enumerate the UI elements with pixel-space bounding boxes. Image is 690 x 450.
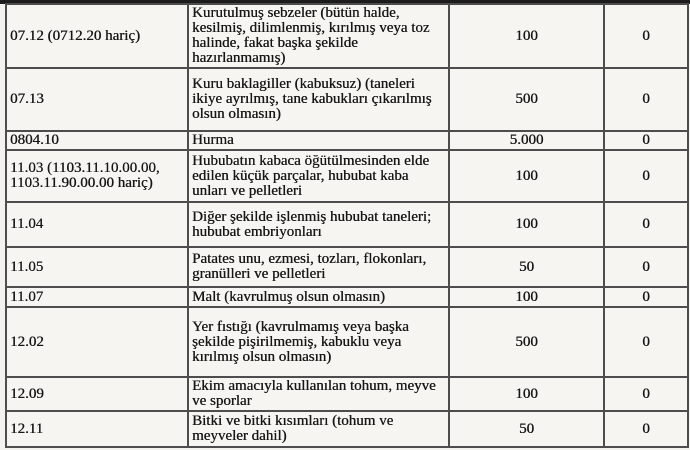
description-cell: Malt (kavrulmuş olsun olmasın): [188, 287, 449, 307]
duty-value-cell: 0: [604, 202, 688, 247]
quota-value-cell: 100: [449, 202, 604, 247]
description-cell: Yer fıstığı (kavrulmamış veya başka şekilde pişirilmemiş, kabuklu veya kırılmış olsun olmasın): [188, 307, 449, 377]
duty-value-cell: 0: [604, 131, 688, 150]
table-row: [6, 150, 688, 202]
tariff-table: [5, 3, 689, 448]
tariff-code-cell: 12.02: [6, 307, 188, 377]
description-cell: Bitki ve bitki kısımları (tohum ve meyveler dahil): [188, 411, 449, 447]
quota-value-cell: 50: [449, 411, 604, 447]
tariff-code-cell: 07.13: [6, 68, 188, 131]
duty-value-cell: 0: [604, 287, 688, 307]
quota-value-cell: 100: [449, 287, 604, 307]
quota-value-cell: 5.000: [449, 131, 604, 150]
duty-value-cell: 0: [604, 307, 688, 377]
table-row: [6, 131, 688, 150]
table-row: [6, 287, 688, 307]
duty-value-cell: 0: [604, 411, 688, 447]
table-row: [6, 4, 688, 68]
table-row: [6, 68, 688, 131]
description-cell: Hurma: [188, 131, 449, 150]
tariff-code-cell: 07.12 (0712.20 hariç): [6, 4, 188, 68]
tariff-code-cell: 11.03 (1103.11.10.00.00, 1103.11.90.00.00 hariç): [6, 150, 188, 202]
table-row: [6, 202, 688, 247]
description-cell: Ekim amacıyla kullanılan tohum, meyve ve sporlar: [188, 377, 449, 411]
quota-value-cell: 100: [449, 377, 604, 411]
quota-value-cell: 50: [449, 247, 604, 287]
quota-value-cell: 100: [449, 4, 604, 68]
quota-value-cell: 500: [449, 68, 604, 131]
description-cell: Patates unu, ezmesi, tozları, flokonları, granülleri ve pelletleri: [188, 247, 449, 287]
duty-value-cell: 0: [604, 247, 688, 287]
duty-value-cell: 0: [604, 4, 688, 68]
quota-value-cell: 500: [449, 307, 604, 377]
table-row: [6, 247, 688, 287]
tariff-code-cell: 0804.10: [6, 131, 188, 150]
tariff-code-cell: 11.04: [6, 202, 188, 247]
tariff-code-cell: 11.05: [6, 247, 188, 287]
table-row: [6, 307, 688, 377]
description-cell: Kurutulmuş sebzeler (bütün halde, kesilmiş, dilimlenmiş, kırılmış veya toz halinde, fakat başka şekilde hazırlanmamış): [188, 4, 449, 68]
tariff-code-cell: 12.09: [6, 377, 188, 411]
table-row: [6, 377, 688, 411]
tariff-code-cell: 11.07: [6, 287, 188, 307]
tariff-code-cell: 12.11: [6, 411, 188, 447]
duty-value-cell: 0: [604, 377, 688, 411]
duty-value-cell: 0: [604, 68, 688, 131]
table-row: [6, 411, 688, 447]
duty-value-cell: 0: [604, 150, 688, 202]
table-body: [6, 4, 688, 447]
description-cell: Diğer şekilde işlenmiş hububat taneleri; hububat embriyonları: [188, 202, 449, 247]
description-cell: Hububatın kabaca öğütülmesinden elde edilen küçük parçalar, hububat kaba unları ve pelletleri: [188, 150, 449, 202]
quota-value-cell: 100: [449, 150, 604, 202]
description-cell: Kuru baklagiller (kabuksuz) (taneleri ikiye ayrılmış, tane kabukları çıkarılmış olsun olmasın): [188, 68, 449, 131]
